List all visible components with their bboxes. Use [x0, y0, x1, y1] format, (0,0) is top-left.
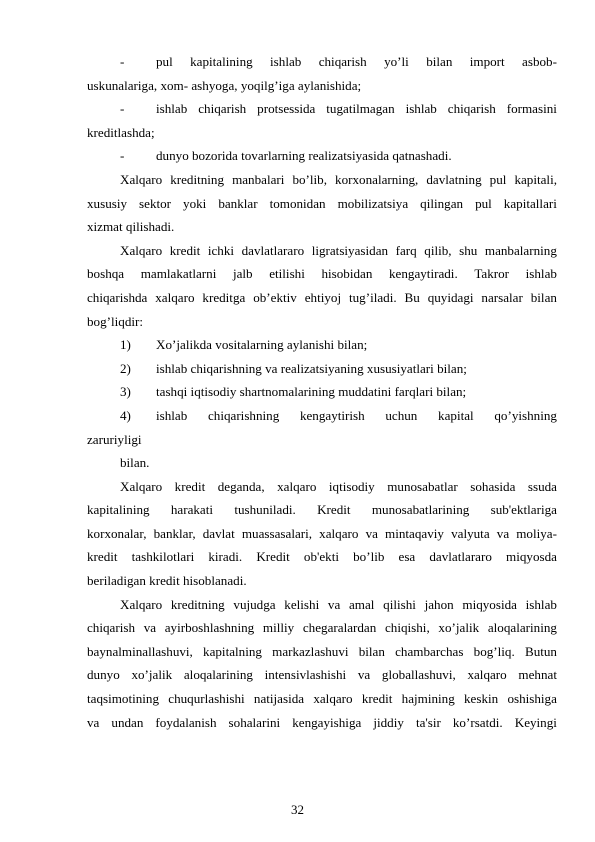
paragraph-line [87, 711, 557, 735]
page-number: 32 [291, 802, 304, 817]
word: kreditning [170, 596, 225, 612]
word: muassasalari, [241, 525, 313, 541]
list-marker: 3) [120, 384, 131, 400]
word: bilan [426, 54, 453, 69]
word: amal [348, 596, 375, 612]
word: kapitalining [87, 502, 150, 518]
word: kiradi. [208, 549, 243, 565]
word: Bu [404, 289, 420, 305]
word: Xalqaro [120, 478, 163, 494]
paragraph-first-line [87, 239, 557, 263]
word: dunyo [87, 667, 120, 683]
word: globallashuvi, [381, 667, 456, 683]
text-line [87, 428, 557, 452]
text-line [87, 144, 557, 168]
word: bo’lib [353, 549, 385, 565]
word: Takror [474, 266, 510, 282]
word: kapitalning [203, 643, 262, 659]
word: boshqa [87, 266, 125, 282]
word: tug’iladi. [349, 289, 397, 305]
word: xalqaro [467, 667, 507, 683]
text-line [87, 286, 557, 310]
word: kredit [169, 242, 201, 258]
word: milliy [262, 620, 295, 636]
word: davlatlararo [241, 242, 305, 258]
word: Xalqaro [120, 596, 163, 612]
word: tashkilotlari [131, 549, 195, 565]
word: va [87, 714, 100, 730]
word: manbalari [232, 171, 285, 187]
word: pul [156, 54, 173, 69]
word: chiqarishning [207, 407, 280, 423]
word: kreditga [202, 289, 246, 305]
text-line [87, 380, 557, 404]
word: kapital [438, 407, 474, 423]
list-marker: - [120, 101, 125, 117]
word: chiqarish [198, 101, 247, 117]
word: davlatlararo [429, 549, 492, 565]
word: munosabatlar [387, 478, 458, 494]
word: ob’ektiv [253, 289, 297, 305]
word: formasini [506, 101, 557, 117]
word: kengaytirish [299, 407, 365, 423]
word: korxonalar, [87, 525, 147, 541]
paragraph-line: xizmat qilishadi. [87, 219, 175, 235]
word: chiqarish [447, 101, 496, 117]
word: mamlakatlarni [140, 266, 217, 282]
text-line [87, 451, 557, 475]
word: sohasida [470, 478, 516, 494]
list-marker: 2) [120, 360, 131, 376]
list-marker: - [120, 54, 125, 69]
paragraph-first-line [87, 168, 557, 192]
word: moliya- [516, 525, 557, 541]
word: xalqaro [319, 525, 359, 541]
word: yoki [183, 195, 207, 211]
word: protsessida [257, 101, 316, 117]
word: Kredit [256, 549, 290, 565]
word: tugatilmagan [326, 101, 395, 117]
word: keskin [464, 691, 499, 707]
word: kengayishiga [292, 714, 362, 730]
paragraph-line [87, 192, 557, 216]
word: baynalminallashuvi, [87, 643, 193, 659]
word: natijasida [253, 691, 305, 707]
paragraph-line [87, 663, 557, 687]
word: sub'ektlariga [490, 502, 557, 518]
text-line [87, 262, 557, 286]
word: kengaytiradi. [389, 266, 458, 282]
word: va [327, 596, 341, 612]
text-line [87, 192, 557, 216]
text-line [87, 121, 557, 145]
text-line [87, 522, 557, 546]
word: davlatning [426, 171, 482, 187]
word: banklar [218, 195, 258, 211]
text-line [87, 97, 557, 121]
word: uchun [385, 407, 418, 423]
word: bilan [358, 643, 385, 659]
text-line [87, 357, 557, 381]
word: ayirboshlashning [164, 620, 255, 636]
text-line [87, 168, 557, 192]
paragraph-first-line: bilan. [120, 455, 150, 471]
word: qilingan [420, 195, 464, 211]
word: markazlashuvi [272, 643, 349, 659]
word: kelishi [284, 596, 320, 612]
word: bog’liq. [473, 643, 515, 659]
text-line [87, 475, 557, 499]
text-line [87, 640, 557, 664]
text-line [87, 545, 557, 569]
word: kapitali, [514, 171, 557, 187]
word: ichki [207, 242, 235, 258]
word: chiqishi, [384, 620, 430, 636]
word: pul [489, 171, 507, 187]
paragraph-line [87, 286, 557, 310]
word: ishlab [405, 101, 437, 117]
paragraph-line: beriladigan kredit hisoblanadi. [87, 573, 247, 589]
paragraph-line [87, 262, 557, 286]
word: xo’jalik [438, 620, 480, 636]
text-line [87, 498, 557, 522]
paragraph-line [87, 616, 557, 640]
text-line [87, 74, 557, 98]
word: hisobidan [321, 266, 373, 282]
word: ishlab [525, 596, 557, 612]
word: mobilizatsiya [337, 195, 409, 211]
text-line [87, 215, 557, 239]
word: intensivlashishi [264, 667, 347, 683]
word: bo’lib, [292, 171, 328, 187]
page-body [87, 50, 557, 734]
word: qilib, [424, 242, 452, 258]
paragraph-line [87, 545, 557, 569]
word: vujudga [233, 596, 276, 612]
list-marker: 1) [120, 337, 131, 353]
text-line [87, 404, 557, 428]
word: miqyosida [462, 596, 517, 612]
word: xo’jalik [131, 667, 173, 683]
word: foydalanish [155, 714, 217, 730]
word: Kredit [317, 502, 351, 518]
word: Butun [524, 643, 557, 659]
word: oshishiga [507, 691, 557, 707]
word: xususiy [87, 195, 128, 211]
word: sohalarini [228, 714, 281, 730]
word: shu [459, 242, 478, 258]
word: deganda, [217, 478, 265, 494]
word: harakati [170, 502, 214, 518]
word: etilishi [269, 266, 305, 282]
word: ishlab [156, 407, 188, 423]
word: Keyingi [514, 714, 557, 730]
list-marker: 4) [120, 407, 131, 423]
word: tushuniladi. [234, 502, 296, 518]
word: asbob- [522, 54, 557, 69]
word: ishlab [525, 266, 557, 282]
word: ehtiyoj [304, 289, 342, 305]
word: ishlab [270, 54, 302, 69]
paragraph-line: zaruriyligi [87, 431, 142, 447]
word: kredit [361, 691, 393, 707]
word: valyuta [451, 525, 490, 541]
list-item-text [156, 404, 557, 428]
word: chuqurlashishi [168, 691, 245, 707]
text-line [87, 711, 557, 735]
paragraph-line [87, 498, 557, 522]
list-item-text: dunyo bozorida tovarlarning realizatsiyasida qatnashadi. [156, 148, 452, 164]
word: va [357, 667, 371, 683]
paragraph-first-line [87, 475, 557, 499]
word: Xalqaro [120, 242, 163, 258]
word: davlat [202, 525, 235, 541]
word: esa [398, 549, 416, 565]
word: bilan [530, 289, 557, 305]
word: iqtisodiy [328, 478, 375, 494]
word: chambarchas [395, 643, 464, 659]
word: jiddiy [373, 714, 404, 730]
list-item-text: ishlab chiqarishning va realizatsiyaning xususiyatlari bilan; [156, 360, 467, 376]
text-line [87, 333, 557, 357]
word: korxonalarning, [335, 171, 419, 187]
word: kapitallari [503, 195, 557, 211]
paragraph-line [87, 687, 557, 711]
word: miqyosda [506, 549, 557, 565]
word: va [365, 525, 378, 541]
text-line [87, 593, 557, 617]
text-line [87, 616, 557, 640]
word: hajmining [401, 691, 455, 707]
word: ko’rsatdi. [452, 714, 503, 730]
word: kredit [174, 478, 206, 494]
list-item-text: Xo’jalikda vositalarning aylanishi bilan; [156, 337, 368, 353]
text-line [87, 50, 557, 74]
word: pul [475, 195, 492, 211]
word: qo’yishning [494, 407, 557, 423]
word: aloqalarining [487, 620, 557, 636]
text-line [87, 310, 557, 334]
word: munosabatlarining [371, 502, 470, 518]
word: chiqarish [87, 620, 135, 636]
word: xalqaro [313, 691, 353, 707]
word: manbalarning [484, 242, 557, 258]
word: xalqaro [155, 289, 195, 305]
word: kreditning [170, 171, 225, 187]
word: qilishi [383, 596, 416, 612]
word: aloqalarining [183, 667, 253, 683]
word: farq [395, 242, 417, 258]
paragraph-line: bog’liqdir: [87, 313, 144, 329]
text-line [87, 663, 557, 687]
paragraph-line [87, 522, 557, 546]
list-item-text [156, 50, 557, 74]
paragraph-first-line [87, 593, 557, 617]
word: va [143, 620, 157, 636]
word: quyidagi [427, 289, 474, 305]
word: va [496, 525, 510, 541]
text-line [87, 687, 557, 711]
text-line [87, 569, 557, 593]
word: taqsimotining [87, 691, 160, 707]
word: chiqarish [318, 54, 367, 69]
paragraph-line [87, 640, 557, 664]
word: sektor [139, 195, 172, 211]
word: yo’li [384, 54, 409, 69]
paragraph-line: uskunalariga, xom- ashyoga, yoqilg’iga aylanishida; [87, 77, 362, 93]
word: ishlab [156, 101, 188, 117]
word: narsalar [481, 289, 523, 305]
word: ligratsiyasidan [311, 242, 389, 258]
word: jalb [232, 266, 253, 282]
word: banklar, [153, 525, 196, 541]
word: undan [111, 714, 144, 730]
word: xalqaro [277, 478, 317, 494]
word: Xalqaro [120, 171, 163, 187]
word: ob'ekti [303, 549, 339, 565]
word: chegaralardan [302, 620, 377, 636]
word: ta'sir [415, 714, 441, 730]
word: kredit [87, 549, 118, 565]
word: mintaqaviy [385, 525, 444, 541]
text-line [87, 239, 557, 263]
word: tomonidan [269, 195, 326, 211]
list-item-text: tashqi iqtisodiy shartnomalarining muddatini farqlari bilan; [156, 384, 467, 400]
paragraph-line: kreditlashda; [87, 124, 155, 140]
list-item-text [156, 97, 557, 121]
word: kapitalining [190, 54, 253, 69]
word: mehnat [518, 667, 557, 683]
list-marker: - [120, 148, 125, 164]
word: jahon [424, 596, 454, 612]
word: chiqarishda [87, 289, 148, 305]
word: ssuda [527, 478, 557, 494]
word: import [469, 54, 505, 69]
